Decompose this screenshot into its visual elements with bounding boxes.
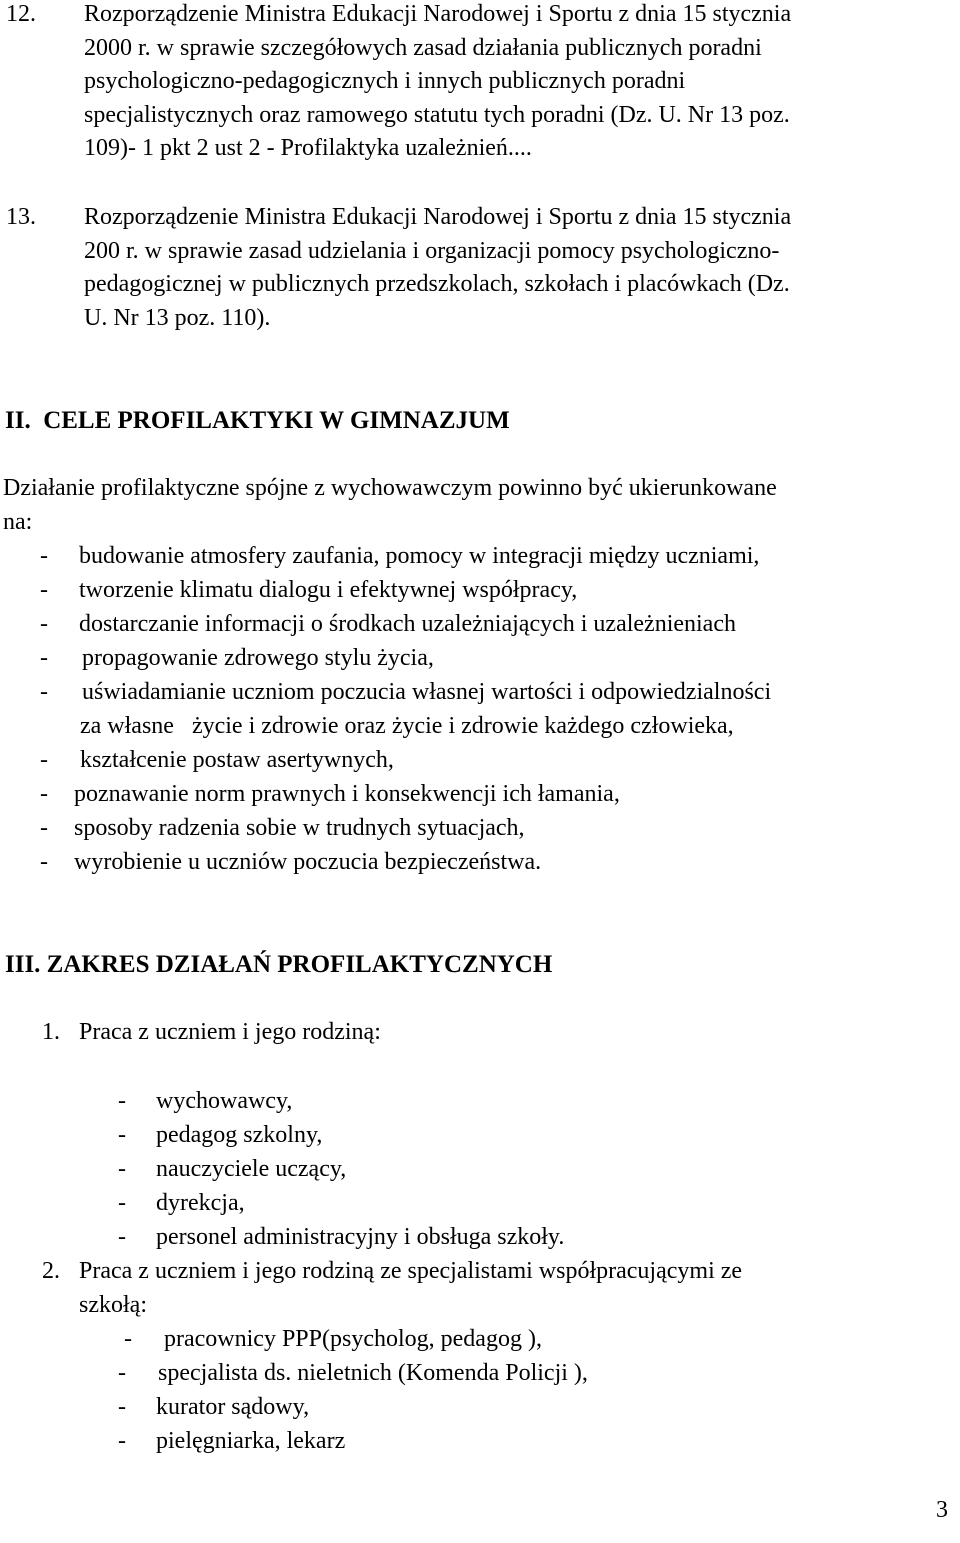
scope-text: pielęgniarka, lekarz: [156, 1428, 346, 1454]
scope-text: pracownicy PPP(psycholog, pedagog ),: [164, 1326, 542, 1352]
scope-text: nauczyciele uczący,: [156, 1156, 347, 1182]
goal-text: wyrobienie u uczniów poczucia bezpieczeństwa.: [74, 849, 542, 875]
dash-marker: -: [40, 849, 48, 875]
goal-text: za własne życie i zdrowie oraz życie i zdrowie każdego człowieka,: [80, 713, 734, 739]
dash-marker: -: [118, 1088, 126, 1114]
goal-text: poznawanie norm prawnych i konsekwencji ich łamania,: [74, 781, 620, 807]
subsection-number: 1.: [42, 1019, 60, 1045]
scope-text: specjalista ds. nieletnich (Komenda Policji ),: [158, 1360, 588, 1386]
reference-line: specjalistycznych oraz ramowego statutu tych poradni (Dz. U. Nr 13 poz.: [84, 101, 790, 128]
reference-line: Rozporządzenie Ministra Edukacji Narodowej i Sportu z dnia 15 stycznia: [84, 1, 792, 27]
scope-text: wychowawcy,: [156, 1088, 293, 1114]
reference-line: Rozporządzenie Ministra Edukacji Narodowej i Sportu z dnia 15 stycznia: [84, 204, 792, 230]
dash-marker: -: [40, 781, 48, 807]
goal-text: propagowanie zdrowego stylu życia,: [82, 645, 434, 671]
goal-text: kształcenie postaw asertywnych,: [80, 747, 394, 773]
subsection-label-line: Praca z uczniem i jego rodziną ze specjalistami współpracującymi ze: [79, 1258, 743, 1284]
dash-marker: -: [40, 815, 48, 841]
reference-text: [84, 0, 960, 166]
dash-marker: -: [118, 1428, 126, 1454]
dash-marker: -: [118, 1156, 126, 1182]
subsection-number: 2.: [42, 1258, 60, 1284]
dash-marker: -: [118, 1122, 126, 1148]
intro-line: na:: [3, 508, 33, 535]
dash-marker: -: [40, 543, 48, 569]
dash-marker: -: [118, 1224, 126, 1250]
subsection-label: Praca z uczniem i jego rodziną:: [79, 1019, 381, 1045]
dash-marker: -: [40, 611, 48, 637]
scope-text: kurator sądowy,: [156, 1394, 310, 1420]
subsection-label: [79, 1255, 939, 1322]
dash-marker: -: [118, 1360, 126, 1386]
reference-line: 200 r. w sprawie zasad udzielania i organizacji pomocy psychologiczno-: [84, 237, 780, 264]
reference-line: 109)- 1 pkt 2 ust 2 - Profilaktyka uzależnień....: [84, 135, 532, 161]
dash-marker: -: [40, 747, 48, 773]
dash-marker: -: [124, 1326, 132, 1352]
reference-number: 13.: [6, 204, 36, 230]
goal-text: dostarczanie informacji o środkach uzależniających i uzależnieniach: [79, 611, 736, 637]
reference-line: pedagogicznej w publicznych przedszkolach, szkołach i placówkach (Dz.: [84, 271, 790, 297]
reference-line: 2000 r. w sprawie szczegółowych zasad działania publicznych poradni: [84, 34, 762, 61]
dash-marker: -: [40, 577, 48, 603]
dash-marker: -: [118, 1394, 126, 1420]
section-intro: [3, 472, 958, 539]
subsection-label-line: szkołą:: [79, 1291, 147, 1318]
reference-text: [84, 201, 960, 335]
goal-text: uświadamianie uczniom poczucia własnej wartości i odpowiedzialności: [82, 679, 772, 705]
goal-text: tworzenie klimatu dialogu i efektywnej współpracy,: [79, 577, 578, 603]
reference-number: 12.: [6, 1, 36, 27]
intro-line: Działanie profilaktyczne spójne z wychowawczym powinno być ukierunkowane: [3, 475, 777, 501]
section-heading-scope: III. ZAKRES DZIAŁAŃ PROFILAKTYCZNYCH: [5, 951, 553, 978]
reference-item-13: [6, 201, 960, 341]
reference-line: psychologiczno-pedagogicznych i innych publicznych poradni: [84, 68, 686, 94]
scope-subsection-2: [42, 1255, 942, 1323]
scope-text: pedagog szkolny,: [156, 1122, 323, 1148]
section-heading-goals: II. CELE PROFILAKTYKI W GIMNAZJUM: [5, 407, 510, 434]
dash-marker: -: [118, 1190, 126, 1216]
page-number: 3: [936, 1497, 948, 1523]
goal-text: budowanie atmosfery zaufania, pomocy w integracji między uczniami,: [79, 543, 760, 569]
reference-item-12: [6, 0, 960, 168]
dash-marker: -: [40, 645, 48, 671]
reference-line: U. Nr 13 poz. 110).: [84, 304, 271, 331]
scope-text: personel administracyjny i obsługa szkoły.: [156, 1224, 565, 1250]
scope-text: dyrekcja,: [156, 1190, 245, 1216]
goal-text: sposoby radzenia sobie w trudnych sytuacjach,: [74, 815, 525, 841]
dash-marker: -: [40, 679, 48, 705]
